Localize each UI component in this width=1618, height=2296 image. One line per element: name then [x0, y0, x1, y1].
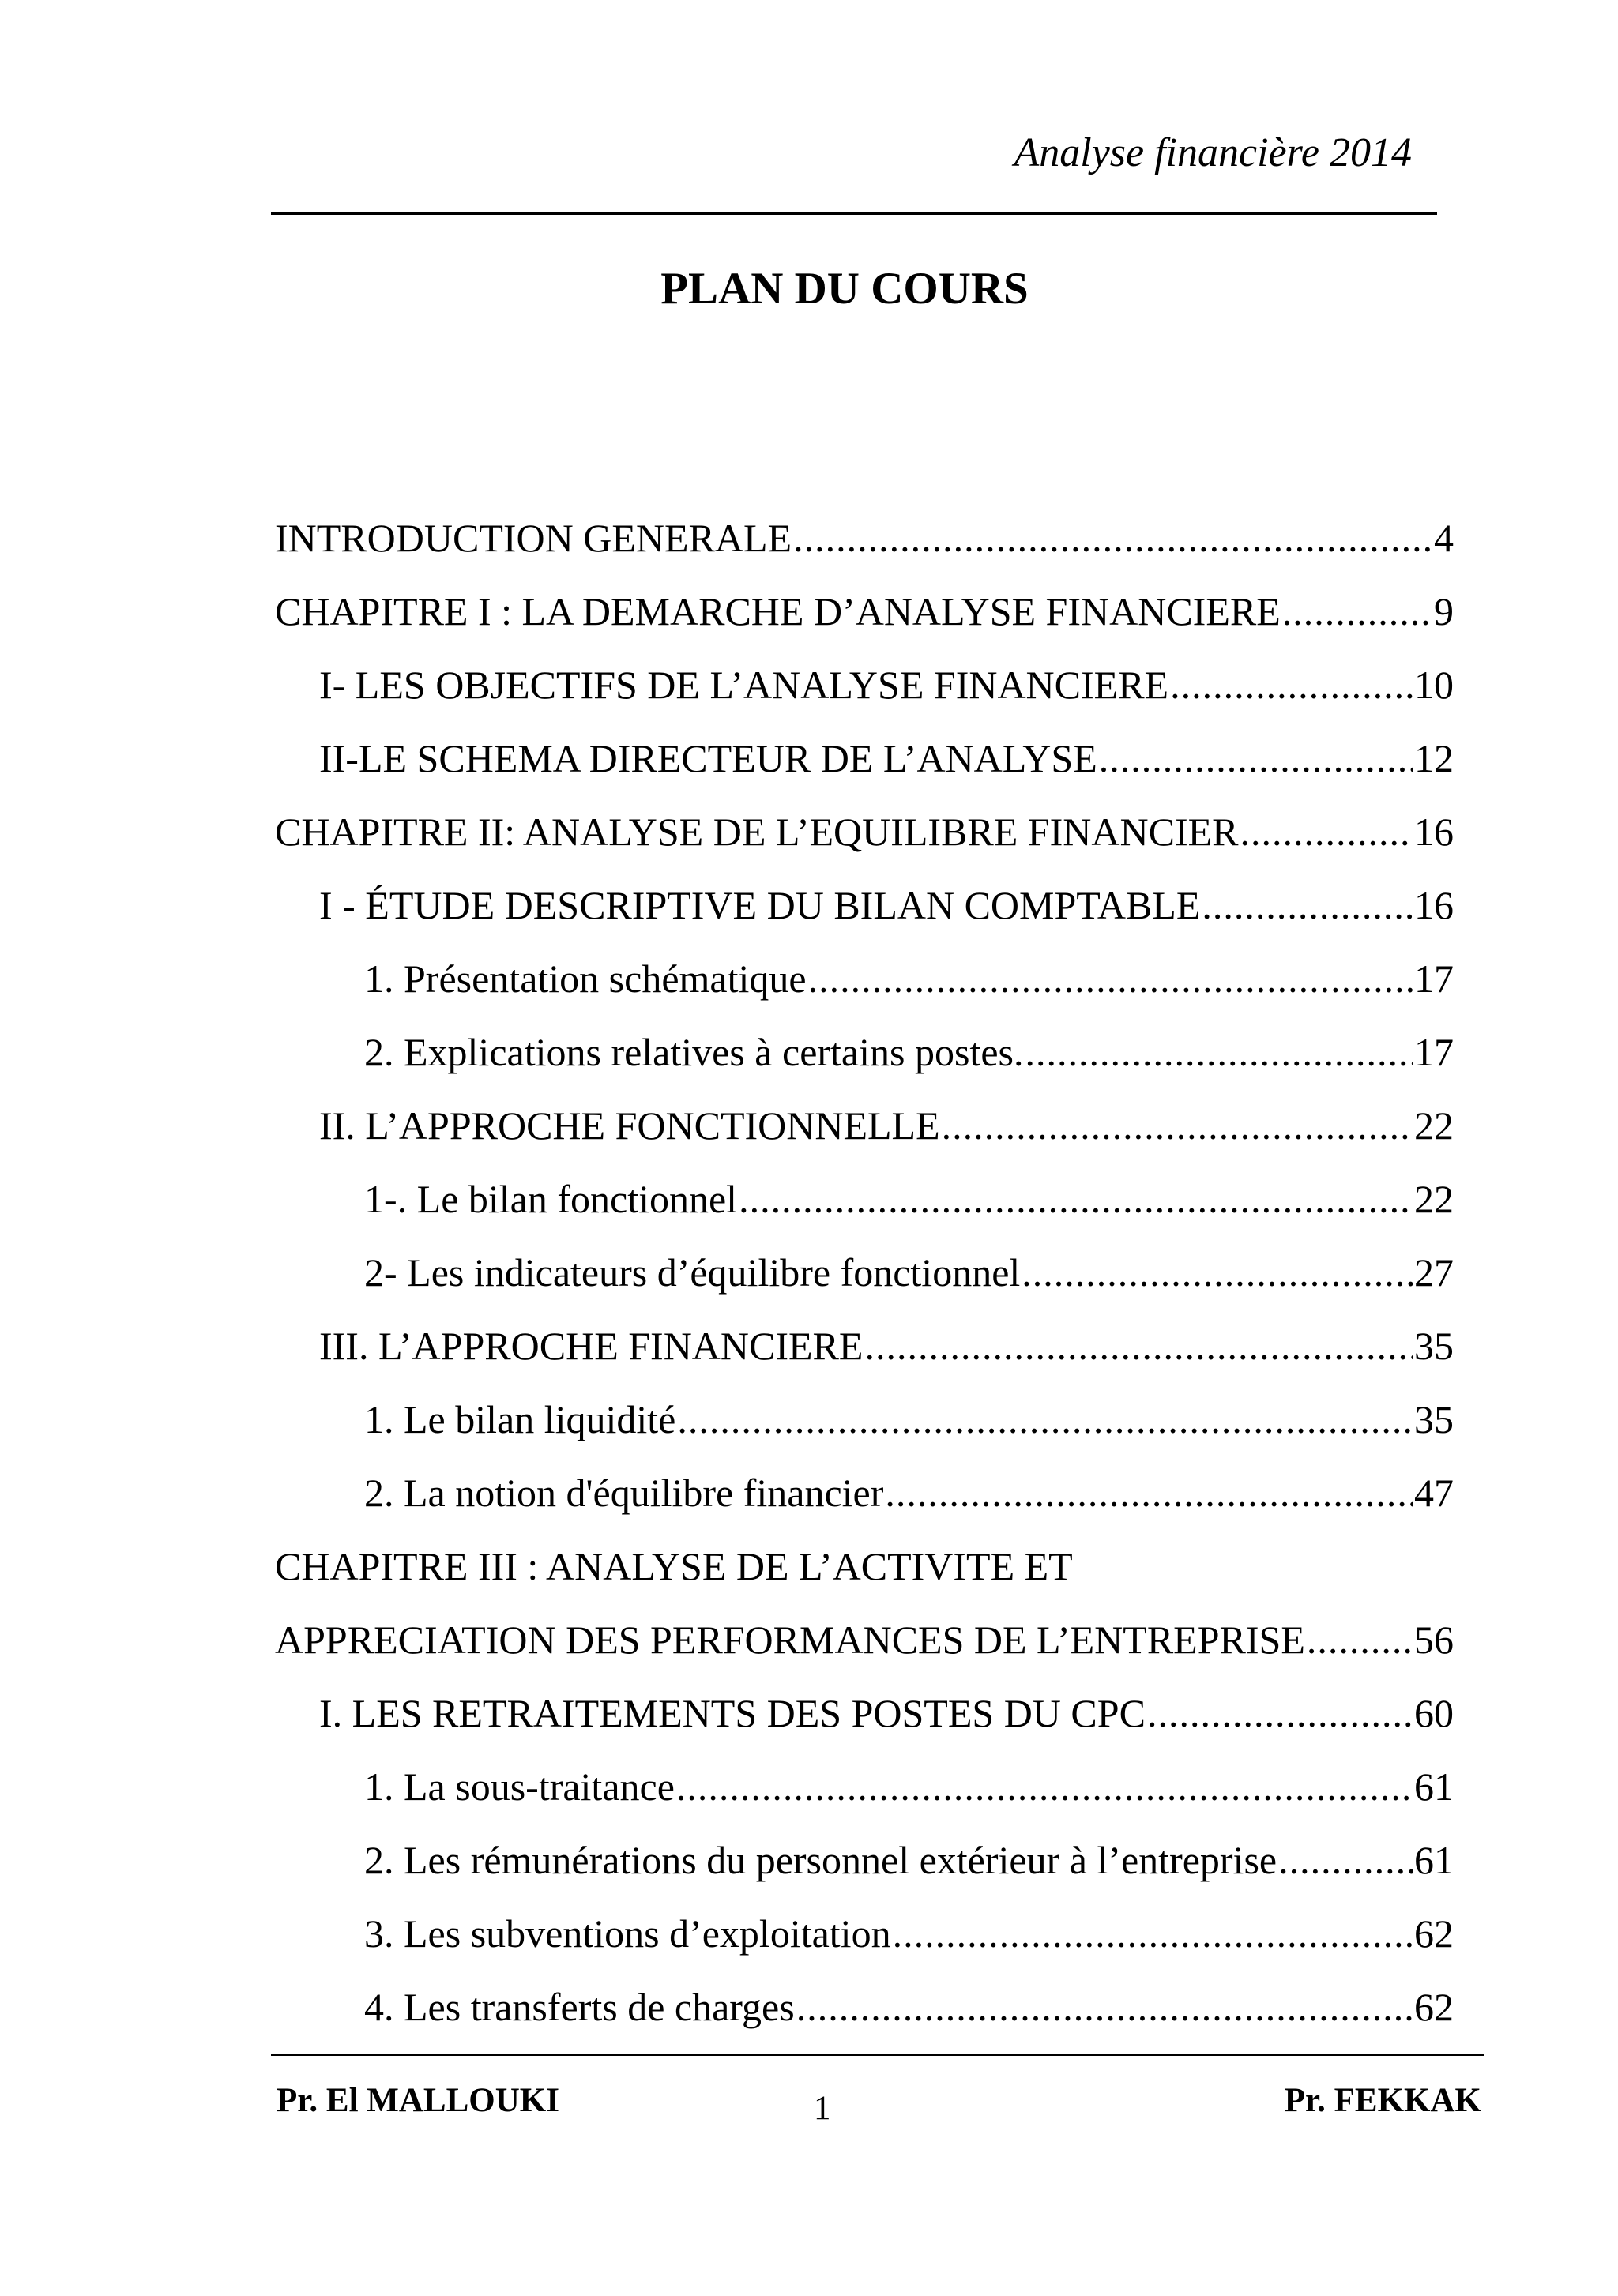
toc-entry-page: 61: [1414, 1838, 1454, 1882]
toc-entry-page: 16: [1414, 883, 1454, 927]
toc-dot-leader: [1147, 1677, 1413, 1750]
toc-dot-leader: [676, 1750, 1413, 1824]
toc-entry-page: 35: [1414, 1324, 1454, 1368]
toc-entry: [275, 1383, 1454, 1456]
toc-dot-leader: [793, 502, 1432, 575]
toc-entry-label: 2. La notion d'équilibre financier: [364, 1471, 884, 1515]
toc-entry: [275, 1236, 1454, 1310]
toc-dot-leader: [1202, 869, 1413, 942]
toc-entry-page: 10: [1414, 663, 1454, 707]
toc-entry: [275, 1456, 1454, 1530]
toc-dot-leader: [1022, 1236, 1413, 1310]
toc-entry: [275, 575, 1454, 648]
toc-entry-page: 9: [1434, 589, 1454, 633]
toc-dot-leader: [1099, 722, 1413, 795]
toc-entry: [275, 1603, 1454, 1677]
toc-entry-page: 27: [1414, 1250, 1454, 1295]
toc-entry: [275, 1530, 1454, 1603]
toc-entry: [275, 1089, 1454, 1163]
table-of-contents: [275, 502, 1454, 2044]
toc-entry-page: 56: [1414, 1618, 1454, 1662]
toc-entry: [275, 648, 1454, 722]
toc-entry-label: I - ÉTUDE DESCRIPTIVE DU BILAN COMPTABLE: [319, 883, 1201, 927]
toc-entry: [275, 795, 1454, 869]
toc-dot-leader: [1307, 1603, 1413, 1677]
toc-entry-page: 22: [1414, 1177, 1454, 1221]
toc-entry-label: III. L’APPROCHE FINANCIERE: [319, 1324, 864, 1368]
toc-dot-leader: [808, 942, 1413, 1016]
toc-entry: [275, 502, 1454, 575]
toc-entry: [275, 1824, 1454, 1897]
toc-entry-label: I. LES RETRAITEMENTS DES POSTES DU CPC: [319, 1691, 1146, 1735]
toc-entry-page: 47: [1414, 1471, 1454, 1515]
footer-author-right: Pr. FEKKAK: [1284, 2082, 1481, 2119]
document-header-title: Analyse financière 2014: [1014, 130, 1412, 175]
toc-entry: [275, 1163, 1454, 1236]
toc-entry: [275, 869, 1454, 942]
toc-dot-leader: [1240, 795, 1413, 869]
toc-entry: [275, 1310, 1454, 1383]
toc-entry: [275, 1016, 1454, 1089]
toc-entry-page: 62: [1414, 1911, 1454, 1956]
toc-dot-leader: [1170, 648, 1413, 722]
toc-entry: [275, 1750, 1454, 1824]
toc-entry-label: 1. Le bilan liquidité: [364, 1397, 676, 1441]
toc-dot-leader: [1282, 575, 1432, 648]
toc-entry-page: 35: [1414, 1397, 1454, 1441]
toc-entry-page: 16: [1414, 810, 1454, 854]
toc-entry-label: INTRODUCTION GENERALE: [275, 516, 792, 560]
toc-entry: [275, 942, 1454, 1016]
toc-entry-label: CHAPITRE I : LA DEMARCHE D’ANALYSE FINANCIERE: [275, 589, 1281, 633]
header-divider: [271, 212, 1437, 215]
toc-entry-page: 61: [1414, 1764, 1454, 1809]
toc-entry-label: 2. Explications relatives à certains postes.: [364, 1030, 1024, 1074]
toc-entry-label: I- LES OBJECTIFS DE L’ANALYSE FINANCIERE: [319, 663, 1169, 707]
toc-entry-page: 12: [1414, 736, 1454, 780]
toc-entry-label: 3. Les subventions d’exploitation: [364, 1911, 891, 1956]
toc-dot-leader: [796, 1971, 1413, 2044]
toc-entry-label: 2- Les indicateurs d’équilibre fonctionnel: [364, 1250, 1021, 1295]
toc-entry-label: II-LE SCHEMA DIRECTEUR DE L’ANALYSE: [319, 736, 1097, 780]
toc-entry: [275, 1897, 1454, 1971]
toc-entry-label: 4. Les transferts de charges: [364, 1985, 795, 2029]
toc-entry-label: 1. La sous-traitance: [364, 1764, 675, 1809]
toc-dot-leader: [677, 1383, 1413, 1456]
toc-dot-leader: [1278, 1824, 1413, 1897]
toc-entry-page: 60: [1414, 1691, 1454, 1735]
toc-dot-leader: [885, 1456, 1413, 1530]
footer-divider: [271, 2054, 1484, 2056]
toc-entry-label: II. L’APPROCHE FONCTIONNELLE: [319, 1103, 940, 1148]
toc-entry-label: 1-. Le bilan fonctionnel: [364, 1177, 738, 1221]
toc-entry: [275, 722, 1454, 795]
toc-entry: [275, 1971, 1454, 2044]
toc-entry-page: 17: [1414, 1030, 1454, 1074]
toc-entry-page: 17: [1414, 956, 1454, 1001]
toc-entry-label: 2. Les rémunérations du personnel extérieur à l’entreprise: [364, 1838, 1277, 1882]
toc-entry-label: CHAPITRE II: ANALYSE DE L’EQUILIBRE FINANCIER: [275, 810, 1239, 854]
toc-dot-leader: [864, 1310, 1413, 1383]
toc-dot-leader: [942, 1089, 1413, 1163]
toc-entry-label: APPRECIATION DES PERFORMANCES DE L’ENTREPRISE: [275, 1618, 1305, 1662]
toc-dot-leader: [739, 1163, 1413, 1236]
toc-entry-page: 22: [1414, 1103, 1454, 1148]
page-title: PLAN DU COURS: [660, 264, 1029, 314]
toc-entry-page: 4: [1434, 516, 1454, 560]
toc-entry: [275, 1677, 1454, 1750]
footer-author-left: Pr. El MALLOUKI: [277, 2082, 559, 2119]
toc-dot-leader: [893, 1897, 1413, 1971]
toc-entry-page: 62: [1414, 1985, 1454, 2029]
toc-entry-label: CHAPITRE III : ANALYSE DE L’ACTIVITE ET: [275, 1544, 1073, 1588]
footer-page-number: 1: [814, 2090, 831, 2127]
toc-dot-leader: [1025, 1016, 1413, 1089]
toc-entry-label: 1. Présentation schématique: [364, 956, 807, 1001]
